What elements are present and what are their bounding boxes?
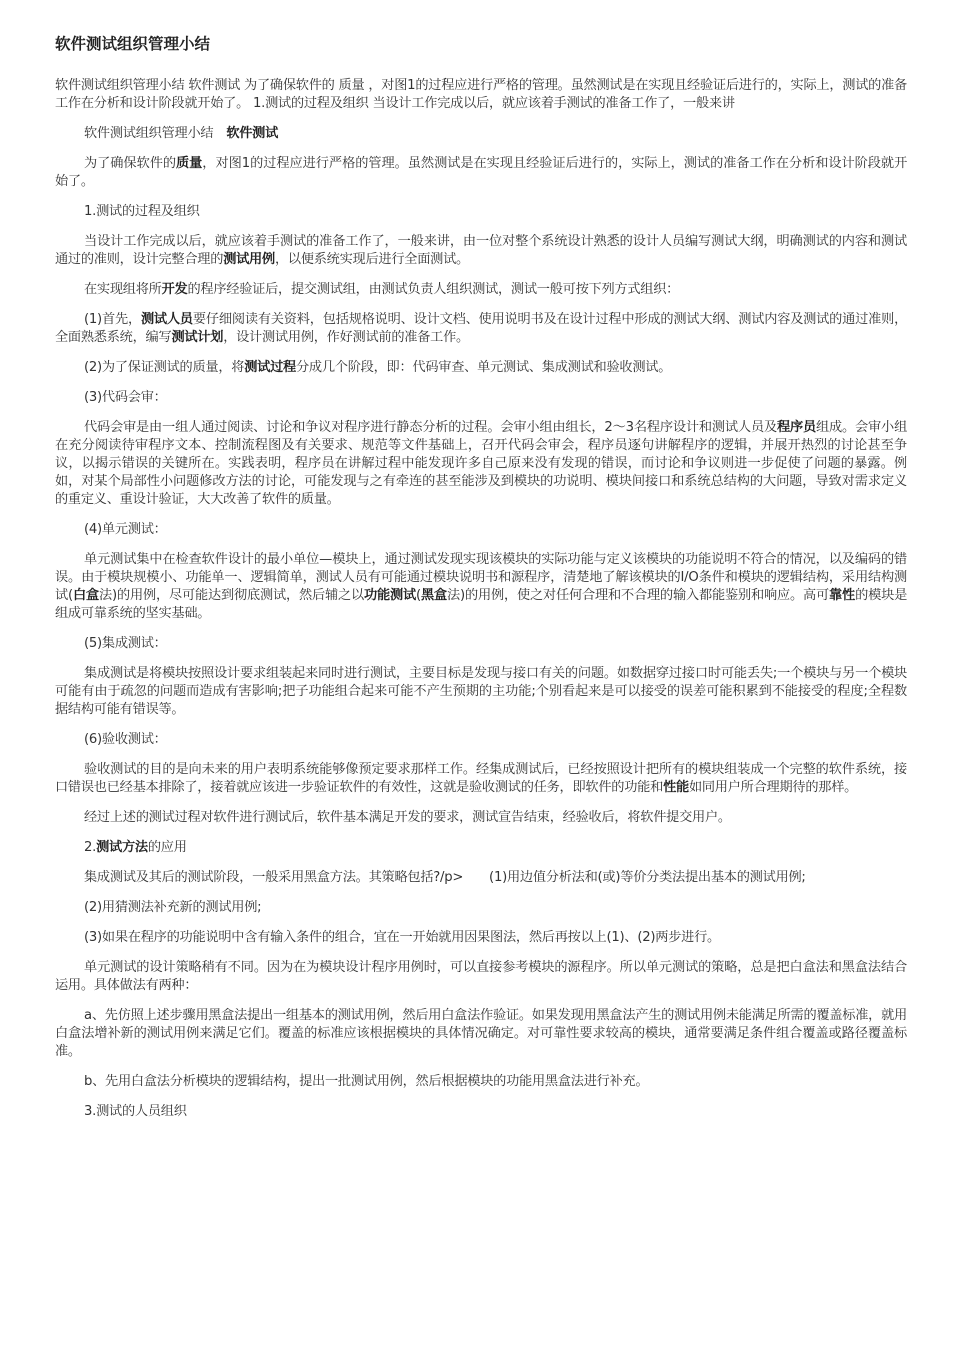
paragraph: 验收测试的目的是向未来的用户表明系统能够像预定要求那样工作。经集成测试后，已经按照设计把所有的模块组装成一个完整的软件系统，接口错误也已经基本排除了，接着就应该进一步验证软件的有效性，这就是验收测试的任务，即软件的功能和性能如同用户所合理期待的那样。: [55, 762, 907, 795]
paragraph: 当设计工作完成以后，就应该着手测试的准备工作了，一般来讲，由一位对整个系统设计熟悉的设计人员编写测试大纲，明确测试的内容和测试通过的准则，设计完整合理的测试用例，以便系统实现后进行全面测试。: [55, 234, 907, 267]
paragraph: 单元测试集中在检查软件设计的最小单位—模块上，通过测试发现实现该模块的实际功能与定义该模块的功能说明不符合的情况，以及编码的错误。由于模块规模小、功能单一、逻辑简单，测试人员有可能通过模块说明书和源程序，清楚地了解该模块的I/O条件和模块的逻辑结构，采用结构测试(白盒法)的用例，尽可能达到彻底测试，然后辅之以功能测试(黑盒法)的用例，使之对任何合理和不合理的输入都能鉴别和响应。高可靠性的模块是组成可靠系统的坚实基础。: [55, 552, 908, 621]
page-title: 软件测试组织管理小结: [55, 35, 211, 53]
paragraph: (1)首先，测试人员要仔细阅读有关资料，包括规格说明、设计文档、使用说明书及在设计过程中形成的测试大纲、测试内容及测试的通过准则，全面熟悉系统，编写测试计划，设计测试用例，作好测试前的准备工作。: [55, 312, 908, 345]
paragraph: 经过上述的测试过程对软件进行测试后，软件基本满足开发的要求，测试宣告结束，经验收后，将软件提交用户。: [84, 810, 731, 825]
section-heading-2: 2.测试方法的应用: [84, 840, 187, 855]
paragraph: (3)如果在程序的功能说明中含有输入条件的组合，宜在一开始就用因果图法，然后再按以上(1)、(2)两步进行。: [84, 930, 720, 945]
paragraph: (2)用猜测法补充新的测试用例;: [84, 900, 262, 915]
subtitle-line: 软件测试组织管理小结 软件测试: [84, 126, 279, 141]
subsection-heading: (4)单元测试：: [84, 522, 167, 537]
document-page: [55, 32, 907, 1133]
paragraph: (2)为了保证测试的质量，将测试过程分成几个阶段，即：代码审查、单元测试、集成测试和验收测试。: [84, 360, 672, 375]
paragraph: b、先用白盒法分析模块的逻辑结构，提出一批测试用例，然后根据模块的功能用黑盒法进行补充。: [84, 1074, 649, 1089]
paragraph: 集成测试是将模块按照设计要求组装起来同时进行测试，主要目标是发现与接口有关的问题。如数据穿过接口时可能丢失;一个模块与另一个模块可能有由于疏忽的问题而造成有害影响;把子功能组合起来可能不产生预期的主功能;个别看起来是可以接受的误差可能积累到不能接受的程度;全程数据结构可能有错误等。: [55, 666, 907, 717]
paragraph: 代码会审是由一组人通过阅读、讨论和争议对程序进行静态分析的过程。会审小组由组长，2～3名程序设计和测试人员及程序员组成。会审小组在充分阅读待审程序文本、控制流程图及有关要求、规范等文件基础上，召开代码会审会，程序员逐句讲解程序的逻辑，并展开热烈的讨论甚至争议，以揭示错误的关键所在。实践表明，程序员在讲解过程中能发现许多自己原来没有发现的错误，而讨论和争议则进一步促使了问题的暴露。例如，对某个局部性小问题修改方法的讨论，可能发现与之有牵连的甚至能涉及到模块的功说明、模块间接口和系统总结构的大问题，导致对需求定义的重定义、重设计验证，大大改善了软件的质量。: [55, 420, 907, 507]
paragraph: 在实现组将所开发的程序经验证后，提交测试组，由测试负责人组织测试，测试一般可按下列方式组织：: [84, 282, 680, 297]
subsection-heading: (6)验收测试：: [84, 732, 167, 747]
paragraph: a、先仿照上述步骤用黑盒法提出一组基本的测试用例，然后用白盒法作验证。如果发现用黑盒法产生的测试用例未能满足所需的覆盖标准，就用白盒法增补新的测试用例来满足它们。覆盖的标准应该根据模块的具体情况确定。对可靠性要求较高的模块，通常要满足条件组合覆盖或路径覆盖标准。: [55, 1008, 907, 1059]
paragraph: 集成测试及其后的测试阶段，一般采用黑盒方法。其策略包括?/p> (1)用边值分析法和(或)等价分类法提出基本的测试用例;: [84, 870, 806, 885]
subsection-heading: (5)集成测试：: [84, 636, 167, 651]
subsection-heading: (3)代码会审：: [84, 390, 167, 405]
paragraph: 单元测试的设计策略稍有不同。因为在为模块设计程序用例时，可以直接参考模块的源程序。所以单元测试的策略，总是把白盒法和黑盒法结合运用。具体做法有两种：: [55, 960, 907, 993]
intro-paragraph: 软件测试组织管理小结 软件测试 为了确保软件的 质量 ，对图1的过程应进行严格的管理。虽然测试是在实现且经验证后进行的，实际上，测试的准备工作在分析和设计阶段就开始了。 1.测试的过程及组织 当设计工作完成以后，就应该着手测试的准备工作了，一般来讲: [55, 78, 907, 111]
section-heading-3: 3.测试的人员组织: [84, 1104, 187, 1119]
paragraph: 为了确保软件的质量，对图1的过程应进行严格的管理。虽然测试是在实现且经验证后进行的，实际上，测试的准备工作在分析和设计阶段就开始了。: [55, 156, 908, 189]
section-heading-1: 1.测试的过程及组织: [84, 204, 200, 219]
